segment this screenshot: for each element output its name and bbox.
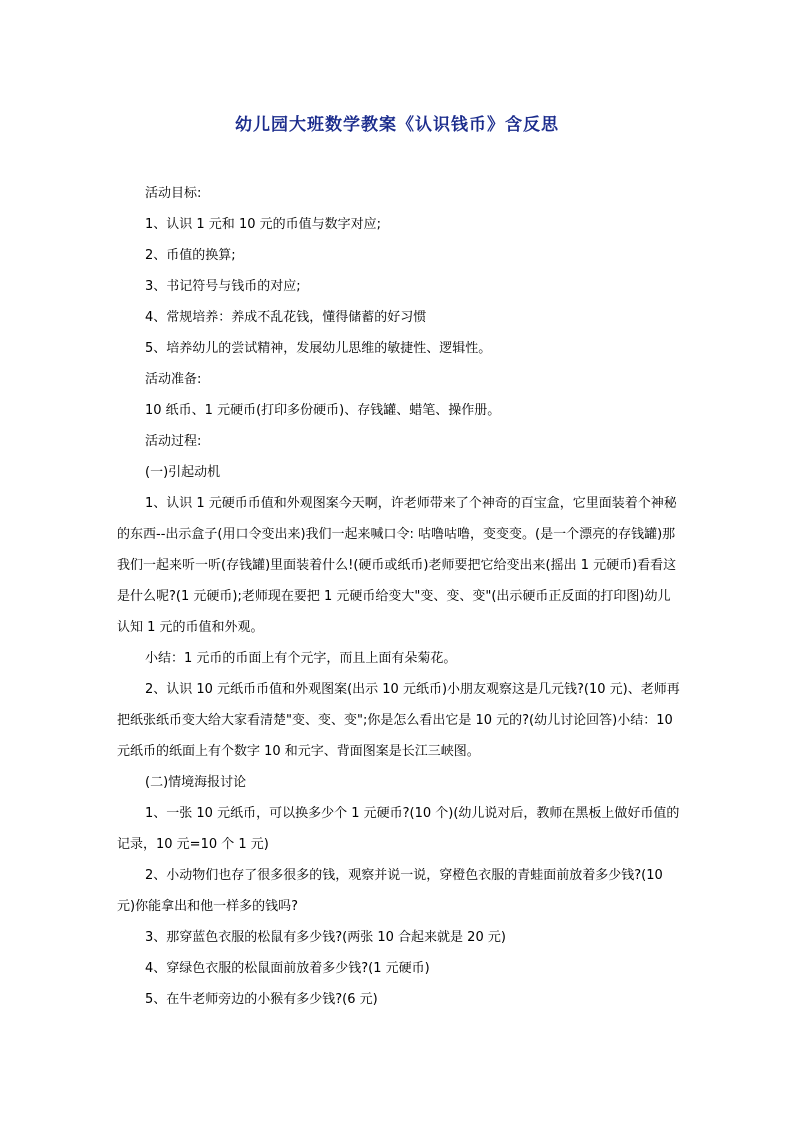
- paragraph: 10 纸币、1 元硬币(打印多份硬币)、存钱罐、蜡笔、操作册。: [145, 403, 501, 418]
- paragraph: 2、币值的换算;: [145, 248, 236, 263]
- paragraph: 5、培养幼儿的尝试精神，发展幼儿思维的敏捷性、逻辑性。: [145, 341, 492, 356]
- paragraph: 小结：1 元币的币面上有个元字，而且上面有朵菊花。: [145, 651, 457, 666]
- paragraph: 4、常规培养：养成不乱花钱，懂得储蓄的好习惯: [145, 310, 427, 325]
- subsection-heading: (二)情境海报讨论: [145, 775, 247, 790]
- paragraph: 3、书记符号与钱币的对应;: [145, 279, 301, 294]
- section-heading-process: 活动过程:: [145, 434, 202, 449]
- document-body: [117, 178, 683, 1015]
- paragraph: 4、穿绿色衣服的松鼠面前放着多少钱?(1 元硬币): [145, 961, 430, 976]
- paragraph: 2、认识 10 元纸币币值和外观图案(出示 10 元纸币)小朋友观察这是几元钱?(10 元)、老师再把纸张纸币变大给大家看清楚"变、变、变";你是怎么看出它是 10 元的?(幼儿讨论回答)小结：10 元纸币的纸面上有个数字 10 和元字、背面图案是长江三峡图。: [117, 682, 680, 759]
- paragraph: 5、在牛老师旁边的小猴有多少钱?(6 元): [145, 992, 378, 1007]
- page-title: 幼儿园大班数学教案《认识钱币》含反思: [235, 115, 559, 135]
- paragraph: 1、认识 1 元硬币币值和外观图案今天啊，许老师带来了个神奇的百宝盒，它里面装着个神秘的东西--出示盒子(用口令变出来)我们一起来喊口令: 咕噜咕噜，变变变。(是一个漂亮的存钱罐)那我们一起来听一听(存钱罐)里面装着什么!(硬币或纸币)老师要把它给变出来(摇出 1 元硬币)看看这是什么呢?(1 元硬币);老师现在要把 1 元硬币给变大"变、变、变"(出示硬币正反面的打印图)幼儿认知 1 元的币值和外观。: [117, 496, 677, 635]
- paragraph: 3、那穿蓝色衣服的松鼠有多少钱?(两张 10 合起来就是 20 元): [145, 930, 506, 945]
- paragraph: 1、认识 1 元和 10 元的币值与数字对应;: [145, 217, 381, 232]
- section-heading-goals: 活动目标:: [145, 186, 202, 201]
- paragraph: 2、小动物们也存了很多很多的钱，观察并说一说，穿橙色衣服的青蛙面前放着多少钱?(10 元)你能拿出和他一样多的钱吗?: [117, 868, 663, 914]
- paragraph: 1、一张 10 元纸币，可以换多少个 1 元硬币?(10 个)(幼儿说对后，教师在黑板上做好币值的记录，10 元=10 个 1 元): [117, 806, 680, 852]
- section-heading-preparation: 活动准备:: [145, 372, 202, 387]
- subsection-heading: (一)引起动机: [145, 465, 221, 480]
